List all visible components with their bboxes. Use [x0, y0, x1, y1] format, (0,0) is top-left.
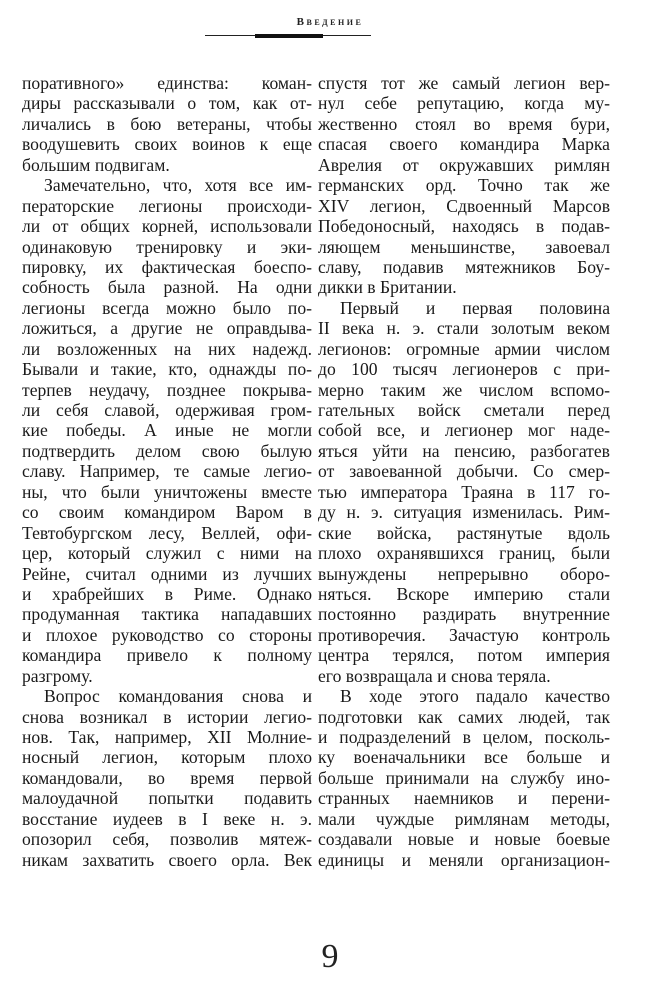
text-line: гательных войск сметали перед [318, 400, 610, 420]
text-line: единицы и меняли организацион- [318, 849, 610, 870]
text-line: и храбрейших в Риме. Однако [22, 583, 312, 604]
page-number: 9 [321, 938, 339, 975]
text-line: ли себя славой, одерживая гром- [22, 400, 312, 420]
text-line: Бывали и такие, кто, однажды по- [22, 359, 312, 380]
text-line: его возвращала и снова теряла. [318, 665, 551, 686]
text-line: носный легион, которым плохо [22, 747, 312, 768]
text-line: одинаковую тренировку и эки- [22, 236, 312, 257]
text-line: противоречия. Зачастую контроль [318, 624, 610, 645]
text-line: нул себе репутацию, когда му- [318, 93, 610, 114]
text-column-left [22, 73, 312, 870]
text-line: II века н. э. стали золотым веком [318, 318, 610, 339]
paragraph [22, 73, 312, 175]
text-line: ду н. э. ситуация изменилась. Рим- [318, 502, 610, 523]
text-line: яться уйти на пенсию, разбогатев [318, 440, 610, 461]
text-line: собность была разной. На одни [22, 277, 312, 298]
text-column-right [318, 73, 610, 870]
text-line: пировку, их фактическая боеспо- [22, 256, 312, 277]
text-line: Первый и первая половина [340, 297, 610, 318]
text-line: разгрому. [22, 665, 93, 686]
text-line: XIV легион, Сдвоенный Марсов [318, 195, 610, 216]
text-line: мали чуждые римлянам методы, [318, 808, 610, 829]
text-line: плохо охранявшихся границ, были [318, 543, 610, 564]
text-line: ляющем меньшинстве, завоевал [318, 236, 610, 257]
text-line: командира привело к полному [22, 645, 312, 666]
text-line: центра терялся, потом империя [318, 645, 610, 666]
paragraph [318, 686, 610, 870]
text-line: опозорил себя, позволив мятеж- [22, 829, 312, 850]
text-line: дикки в Британии. [318, 277, 457, 298]
text-line: поративного» единства: коман- [22, 73, 312, 93]
text-line: славу, подавив мятежников Боу- [318, 256, 610, 277]
text-line: германских орд. Точно так же [318, 175, 610, 196]
text-line: Победоносный, находясь в подав- [318, 216, 610, 237]
text-line: ские войска, растянутые вдоль [318, 522, 610, 543]
text-line: и плохое руководство со стороны [22, 624, 312, 645]
text-line: никам захватить своего орла. Век [22, 849, 312, 870]
text-line: жественно стоял во время бури, [318, 113, 610, 134]
text-line: ны, что были уничтожены вместе [22, 481, 312, 502]
text-line: мерно таким же числом вспомо- [318, 379, 610, 400]
text-line: тью императора Траяна в 117 го- [318, 481, 610, 502]
running-header [0, 12, 660, 30]
text-line: диры рассказывали о том, как от- [22, 93, 312, 114]
text-line: ператорские легионы происходи- [22, 195, 312, 216]
paragraph [318, 298, 610, 686]
text-line: от завоеванной добычи. Со смер- [318, 461, 610, 482]
text-line: постоянно раздирать внутренние [318, 604, 610, 625]
text-line: легионы всегда можно было по- [22, 297, 312, 318]
text-line: ку военачальники все больше и [318, 747, 610, 768]
text-line: Аврелия от окружавших римлян [318, 154, 610, 175]
text-line: Тевтобургском лесу, Веллей, офи- [22, 522, 312, 543]
text-line: славу. Например, те самые легио- [22, 461, 312, 482]
text-line: няться. Вскоре империю стали [318, 583, 610, 604]
text-line: командовали, во время первой [22, 767, 312, 788]
text-line: малоудачной попытки подавить [22, 788, 312, 809]
header-rule-accent [255, 34, 323, 38]
text-line: воодушевить своих воинов к еще [22, 134, 312, 155]
text-line: большим подвигам. [22, 154, 170, 175]
text-line: продуманная тактика нападавших [22, 604, 312, 625]
text-line: собой все, и легионер мог наде- [318, 420, 610, 441]
text-line: ложиться, а другие не оправдыва- [22, 318, 312, 339]
text-line: ли возложенных на них надежд. [22, 338, 312, 359]
text-line: спустя тот же самый легион вер- [318, 73, 610, 93]
text-line: цер, который служил с ними на [22, 543, 312, 564]
text-line: спасая своего командира Марка [318, 134, 610, 155]
text-line: В ходе этого падало качество [340, 686, 610, 707]
text-line: Рейне, считал одними из лучших [22, 563, 312, 584]
running-header-title: Введение [296, 16, 364, 28]
text-line: создавали новые и новые боевые [318, 829, 610, 850]
text-line: до 100 тысяч легионеров с при- [318, 359, 610, 380]
text-line: со своим командиром Варом в [22, 502, 312, 523]
text-line: подтвердить делом свою былую [22, 440, 312, 461]
paragraph [22, 686, 312, 870]
text-line: вынуждены непрерывно оборо- [318, 563, 610, 584]
text-line: больше принимали на службу ино- [318, 767, 610, 788]
text-line: и подразделений в целом, посколь- [318, 727, 610, 747]
text-line: подготовки как самих людей, так [318, 706, 610, 727]
paragraph [318, 73, 610, 298]
text-line: снова возникал в истории легио- [22, 706, 312, 727]
text-line: Замечательно, что, хотя все им- [44, 175, 312, 196]
text-line: кие победы. А иные не могли [22, 420, 312, 441]
text-line: нов. Так, например, XII Молние- [22, 727, 312, 747]
paragraph [22, 175, 312, 686]
text-line: легионов: огромные армии числом [318, 338, 610, 359]
text-line: терпев неудачу, позднее покрыва- [22, 379, 312, 400]
text-line: ли от общих корней, использовали [22, 216, 312, 237]
text-line: странных наемников и перени- [318, 788, 610, 809]
text-line: личались в бою ветераны, чтобы [22, 113, 312, 134]
text-line: Вопрос командования снова и [44, 686, 312, 707]
text-line: восстание иудеев в I веке н. э. [22, 808, 312, 829]
